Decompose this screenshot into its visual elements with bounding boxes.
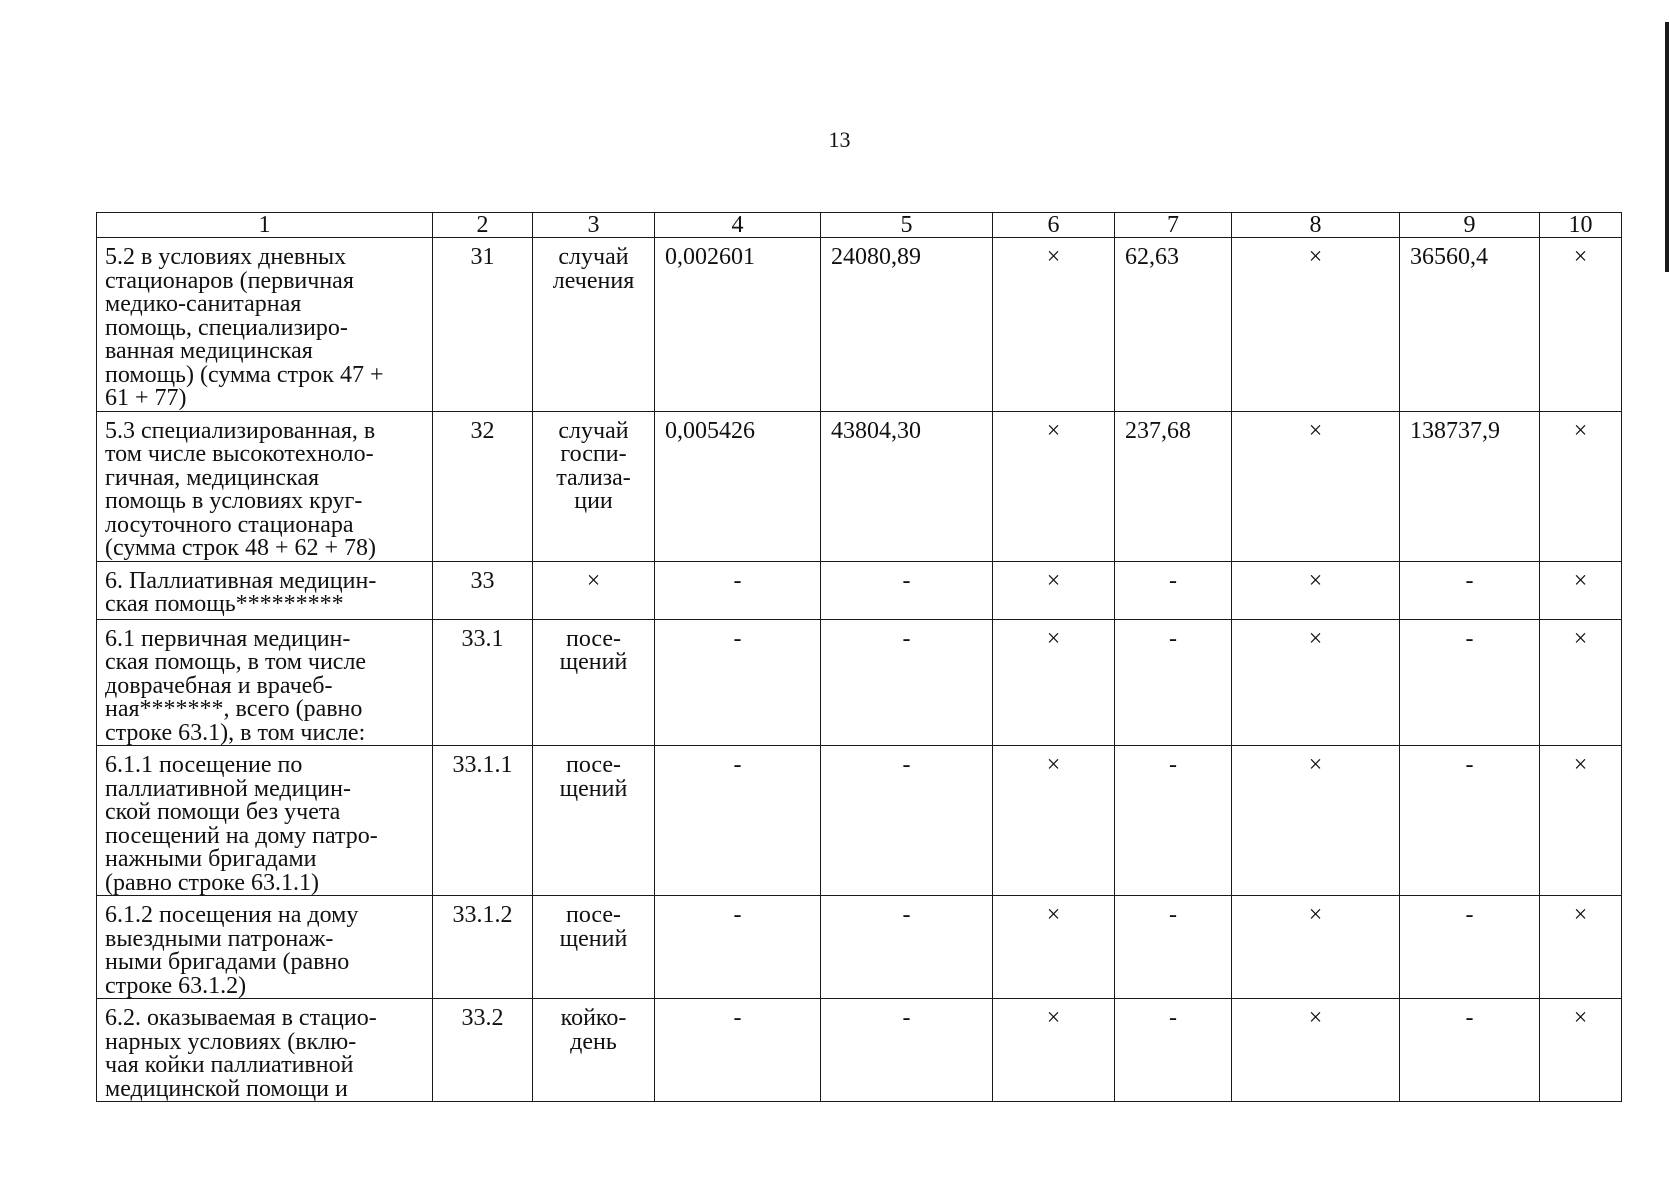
row-unit-cell — [533, 999, 655, 1102]
cell-text: - — [733, 625, 742, 652]
row-unit-cell — [533, 619, 655, 746]
data-table — [96, 212, 1622, 1102]
cell-text: × — [1573, 625, 1588, 652]
col4-cell — [655, 999, 821, 1102]
cell-text: - — [902, 1005, 911, 1031]
cell-text: 0,002601 — [665, 244, 755, 270]
col5-cell — [821, 746, 993, 896]
col7-cell — [1115, 619, 1232, 746]
column-number: 2 — [433, 213, 533, 238]
row-name-cell — [97, 896, 433, 999]
row-code-cell — [433, 746, 533, 896]
column-number: 9 — [1400, 213, 1540, 238]
table-row — [97, 619, 1622, 746]
cell-text: посе- щений — [559, 625, 628, 675]
table-row — [97, 896, 1622, 999]
cell-text: × — [1046, 625, 1061, 652]
col9-cell — [1400, 896, 1540, 999]
cell-text: 5.2 в условиях дневных стационаров (первичная медико-санитарная помощь, специализиро- ванная медицинская помощь) (сумма строк 47 + 61 + 77) — [105, 244, 384, 411]
page-number: 13 — [828, 127, 851, 152]
col9-cell — [1400, 746, 1540, 896]
table-row — [97, 411, 1622, 561]
col10-cell — [1540, 561, 1622, 619]
cell-text: 24080,89 — [831, 244, 921, 270]
col6-cell — [993, 238, 1115, 412]
cell-text: - — [1465, 625, 1474, 652]
col9-cell — [1400, 619, 1540, 746]
cell-text: посе- щений — [559, 902, 628, 952]
col10-cell — [1540, 746, 1622, 896]
cell-text: 0,005426 — [665, 417, 755, 444]
col5-cell — [821, 896, 993, 999]
cell-text: × — [1573, 1005, 1588, 1031]
row-code-cell — [433, 999, 533, 1102]
col10-cell — [1540, 619, 1622, 746]
cell-text: - — [902, 902, 911, 928]
col6-cell — [993, 746, 1115, 896]
column-number: 5 — [821, 213, 993, 238]
col10-cell — [1540, 238, 1622, 412]
cell-text: × — [1046, 1005, 1061, 1031]
col8-cell — [1232, 746, 1400, 896]
cell-text: - — [1465, 752, 1474, 778]
cell-text: 6.1.2 посещения на дому выездными патронаж- ными бригадами (равно строке 63.1.2) — [105, 902, 359, 999]
column-number: 10 — [1540, 213, 1622, 238]
col5-cell — [821, 238, 993, 412]
cell-text: × — [1308, 625, 1323, 652]
row-code-cell — [433, 411, 533, 561]
row-name-cell — [97, 238, 433, 412]
col5-cell — [821, 411, 993, 561]
cell-text: 33.2 — [461, 1005, 504, 1031]
col4-cell — [655, 411, 821, 561]
cell-text: - — [1169, 567, 1177, 594]
col4-cell — [655, 619, 821, 746]
table-row — [97, 238, 1622, 412]
cell-text: 6. Паллиативная медицин- ская помощь********* — [105, 567, 377, 617]
cell-text: - — [902, 752, 911, 778]
cell-text: - — [1169, 1005, 1177, 1031]
table-row — [97, 999, 1622, 1102]
cell-text: случай госпи- тализа- ции — [556, 417, 631, 514]
col6-cell — [993, 896, 1115, 999]
col8-cell — [1232, 561, 1400, 619]
col4-cell — [655, 896, 821, 999]
table-row — [97, 561, 1622, 619]
scan-edge-line — [1665, 22, 1669, 272]
col4-cell — [655, 238, 821, 412]
row-name-cell — [97, 746, 433, 896]
cell-text: 237,68 — [1125, 417, 1191, 444]
col10-cell — [1540, 999, 1622, 1102]
row-code-cell — [433, 238, 533, 412]
row-unit-cell — [533, 411, 655, 561]
cell-text: - — [1465, 1005, 1474, 1031]
col7-cell — [1115, 411, 1232, 561]
row-unit-cell — [533, 896, 655, 999]
cell-text: × — [1573, 752, 1588, 778]
cell-text: 33 — [470, 567, 495, 594]
col6-cell — [993, 411, 1115, 561]
col6-cell — [993, 999, 1115, 1102]
cell-text: - — [1169, 625, 1177, 652]
cell-text: × — [1573, 902, 1588, 928]
cell-text: 33.1.2 — [452, 902, 513, 928]
cell-text: 138737,9 — [1410, 417, 1500, 444]
cell-text: × — [1046, 567, 1061, 594]
col5-cell — [821, 619, 993, 746]
cell-text: × — [1308, 1005, 1323, 1031]
cell-text: 62,63 — [1125, 244, 1179, 270]
col7-cell — [1115, 896, 1232, 999]
col5-cell — [821, 999, 993, 1102]
col10-cell — [1540, 896, 1622, 999]
cell-text: - — [1465, 902, 1474, 928]
cell-text: × — [1573, 417, 1588, 444]
column-number: 3 — [533, 213, 655, 238]
cell-text: × — [1308, 417, 1323, 444]
row-unit-cell — [533, 561, 655, 619]
cell-text: 5.3 специализированная, в том числе высокотехноло- гичная, медицинская помощь в условиях круг- лосуточного стационара (сумма строк 48 + 62 + 78) — [105, 417, 377, 561]
col8-cell — [1232, 238, 1400, 412]
cell-text: 33.1.1 — [452, 752, 513, 778]
cell-text: 6.1.1 посещение по паллиативной медицин- ской помощи без учета посещений на дому патро- нажными бригадами (равно строке 63.1.1) — [105, 752, 378, 896]
cell-text: × — [1308, 567, 1323, 594]
row-name-cell — [97, 411, 433, 561]
cell-text: × — [1046, 417, 1061, 444]
col7-cell — [1115, 746, 1232, 896]
col10-cell — [1540, 411, 1622, 561]
row-unit-cell — [533, 238, 655, 412]
cell-text: × — [1308, 752, 1323, 778]
cell-text: - — [902, 625, 911, 652]
cell-text: × — [1573, 567, 1588, 594]
row-unit-cell — [533, 746, 655, 896]
col6-cell — [993, 619, 1115, 746]
cell-text: 36560,4 — [1410, 244, 1488, 270]
col8-cell — [1232, 896, 1400, 999]
col5-cell — [821, 561, 993, 619]
col8-cell — [1232, 619, 1400, 746]
cell-text: × — [586, 567, 601, 594]
column-number: 8 — [1232, 213, 1400, 238]
cell-text: 32 — [470, 417, 495, 444]
col7-cell — [1115, 561, 1232, 619]
column-number: 7 — [1115, 213, 1232, 238]
column-number: 6 — [993, 213, 1115, 238]
row-code-cell — [433, 561, 533, 619]
cell-text: 43804,30 — [831, 417, 921, 444]
cell-text: - — [733, 1005, 742, 1031]
col7-cell — [1115, 999, 1232, 1102]
row-name-cell — [97, 561, 433, 619]
row-code-cell — [433, 619, 533, 746]
cell-text: - — [733, 567, 742, 594]
col4-cell — [655, 746, 821, 896]
col8-cell — [1232, 999, 1400, 1102]
cell-text: × — [1046, 752, 1061, 778]
cell-text: 6.1 первичная медицин- ская помощь, в том числе доврачебная и врачеб- ная*******, всего (равно строке 63.1), в том числе: — [105, 625, 367, 746]
column-number-row — [97, 213, 1622, 238]
cell-text: 31 — [470, 244, 495, 270]
cell-text: × — [1046, 244, 1061, 270]
row-name-cell — [97, 999, 433, 1102]
cell-text: × — [1308, 902, 1323, 928]
row-code-cell — [433, 896, 533, 999]
cell-text: случай лечения — [552, 244, 635, 294]
column-number: 4 — [655, 213, 821, 238]
cell-text: × — [1573, 244, 1588, 270]
cell-text: койко- день — [560, 1005, 627, 1055]
cell-text: посе- щений — [559, 752, 628, 802]
cell-text: 33.1 — [461, 625, 504, 652]
cell-text: - — [733, 902, 742, 928]
table-row — [97, 746, 1622, 896]
cell-text: × — [1308, 244, 1323, 270]
row-name-cell — [97, 619, 433, 746]
col9-cell — [1400, 561, 1540, 619]
col7-cell — [1115, 238, 1232, 412]
cell-text: - — [1169, 902, 1177, 928]
cell-text: - — [1465, 567, 1474, 594]
cell-text: - — [1169, 752, 1177, 778]
column-number: 1 — [97, 213, 433, 238]
cell-text: - — [733, 752, 742, 778]
col4-cell — [655, 561, 821, 619]
cell-text: - — [902, 567, 911, 594]
cell-text: 6.2. оказываемая в стацио- нарных условиях (вклю- чая койки паллиативной медицинской помощи и — [105, 1005, 377, 1102]
col9-cell — [1400, 999, 1540, 1102]
col9-cell — [1400, 411, 1540, 561]
col9-cell — [1400, 238, 1540, 412]
col8-cell — [1232, 411, 1400, 561]
cell-text: × — [1046, 902, 1061, 928]
col6-cell — [993, 561, 1115, 619]
